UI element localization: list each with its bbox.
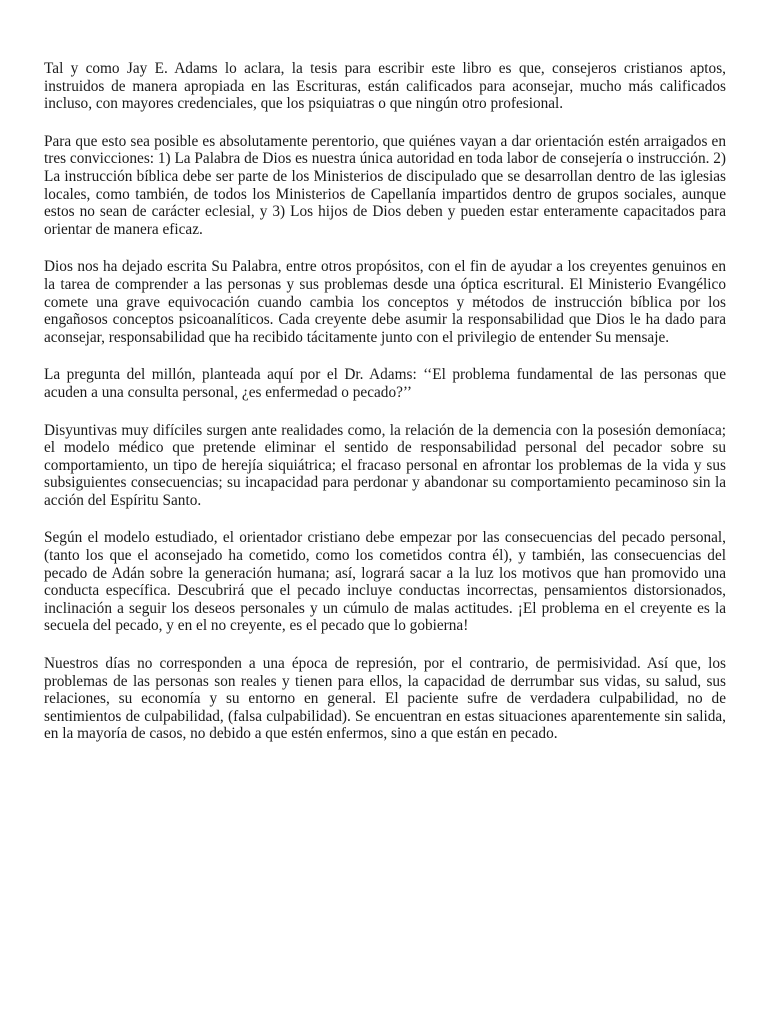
- paragraph-4: La pregunta del millón, planteada aquí por el Dr. Adams: ‘‘El problema fundamental de las personas que acuden a una consulta personal, ¿es enfermedad o pecado?’’: [44, 366, 726, 401]
- paragraph-6: Según el modelo estudiado, el orientador cristiano debe empezar por las consecuencias del pecado personal, (tanto los que el aconsejado ha cometido, como los cometidos contra él), y también, las consecuencias del pecado de Adán sobre la generación humana; así, logrará sacar a la luz los motivos que han promovido una conducta específica. Descubrirá que el pecado incluye conductas incorrectas, pensamientos distorsionados, inclinación a seguir los deseos personales y un cúmulo de malas actitudes. ¡El problema en el creyente es la secuela del pecado, y en el no creyente, es el pecado que lo gobierna!: [44, 529, 726, 635]
- paragraph-7: Nuestros días no corresponden a una época de represión, por el contrario, de permisividad. Así que, los problemas de las personas son reales y tienen para ellos, la capacidad de derrumbar sus vidas, su salud, sus relaciones, su economía y su entorno en general. El paciente sufre de verdadera culpabilidad, no de sentimientos de culpabilidad, (falsa culpabilidad). Se encuentran en estas situaciones aparentemente sin salida, en la mayoría de casos, no debido a que estén enfermos, sino a que están en pecado.: [44, 655, 726, 743]
- paragraph-2: Para que esto sea posible es absolutamente perentorio, que quiénes vayan a dar orientación estén arraigados en tres convicciones: 1) La Palabra de Dios es nuestra única autoridad en toda labor de consejería o instrucción. 2) La instrucción bíblica debe ser parte de los Ministerios de discipulado que se desarrollan dentro de las iglesias locales, como también, de todos los Ministerios de Capellanía impartidos dentro de grupos sociales, aunque estos no sean de carácter eclesial, y 3) Los hijos de Dios deben y pueden estar enteramente capacitados para orientar de manera eficaz.: [44, 132, 726, 238]
- document-page: [44, 60, 726, 763]
- paragraph-1: Tal y como Jay E. Adams lo aclara, la tesis para escribir este libro es que, consejeros cristianos aptos, instruidos de manera apropiada en las Escrituras, están calificados para aconsejar, mucho más calificados incluso, con mayores credenciales, que los psiquiatras o que ningún otro profesional.: [44, 60, 726, 113]
- paragraph-3: Dios nos ha dejado escrita Su Palabra, entre otros propósitos, con el fin de ayudar a los creyentes genuinos en la tarea de comprender a las personas y sus problemas desde una óptica escritural. El Ministerio Evangélico comete una grave equivocación cuando cambia los conceptos y métodos de instrucción bíblica por los engañosos conceptos psicoanalíticos. Cada creyente debe asumir la responsabilidad que Dios le ha dado para aconsejar, responsabilidad que ha recibido tácitamente junto con el privilegio de entender Su mensaje.: [44, 258, 726, 346]
- paragraph-5: Disyuntivas muy difíciles surgen ante realidades como, la relación de la demencia con la posesión demoníaca; el modelo médico que pretende eliminar el sentido de responsabilidad personal del pecador sobre su comportamiento, un tipo de herejía siquiátrica; el fracaso personal en afrontar los problemas de la vida y sus subsiguientes consecuencias; su incapacidad para perdonar y abandonar su comportamiento pecaminoso sin la acción del Espíritu Santo.: [44, 421, 726, 509]
